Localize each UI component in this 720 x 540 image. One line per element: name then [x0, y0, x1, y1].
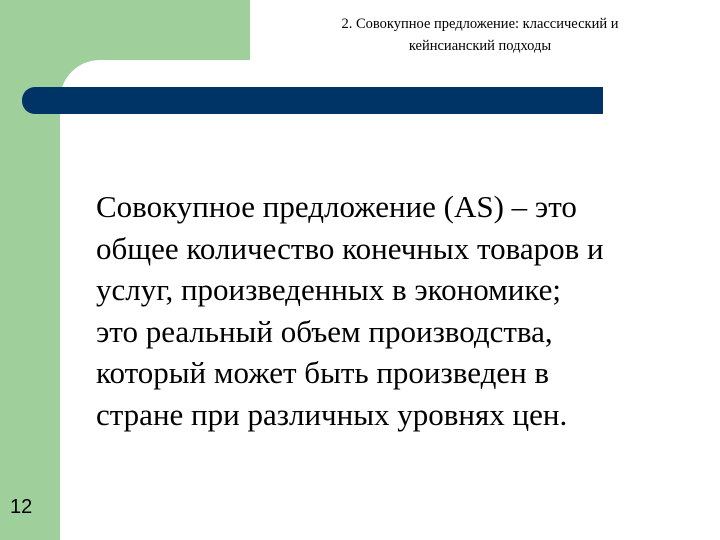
- body-line: услуг, произведенных в экономике;: [96, 272, 562, 307]
- left-decorative-band: [0, 0, 60, 540]
- title-divider-bar: [22, 87, 603, 114]
- slide-body-text: [96, 186, 706, 435]
- body-line: общее количество конечных товаров и: [96, 230, 604, 266]
- body-line: Совокупное предложение (AS) – это: [96, 189, 577, 224]
- slide-page-number: 12: [10, 496, 33, 518]
- top-decorative-band: [0, 0, 250, 60]
- body-line: стране при различных уровнях цен.: [96, 396, 568, 432]
- slide-title-line-2: кейнсианский подходы: [408, 38, 552, 54]
- slide-title-line-1: 2. Совокупное предложение: классический и: [341, 16, 619, 32]
- slide-title: [270, 13, 690, 57]
- body-line: это реальный объем производства,: [96, 313, 553, 349]
- body-line: который может быть произведен в: [96, 355, 550, 390]
